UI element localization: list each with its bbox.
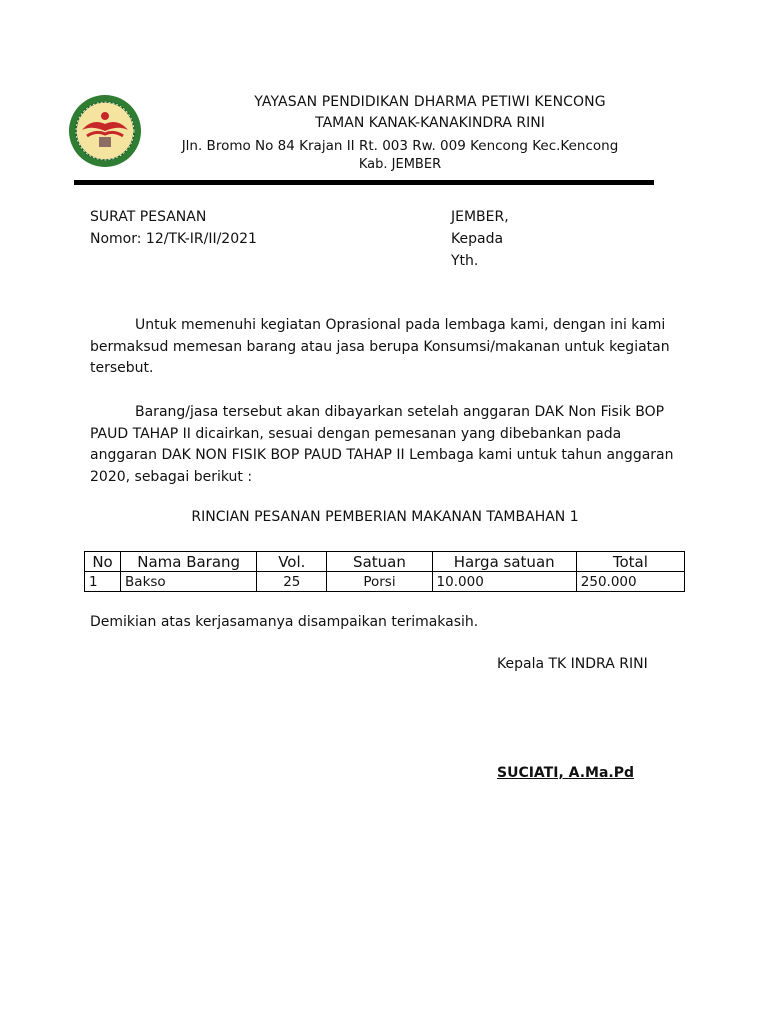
- letter-title: SURAT PESANAN: [90, 209, 207, 225]
- col-header-unit: Satuan: [327, 552, 432, 572]
- address-line-2: Kab. JEMBER: [358, 157, 442, 172]
- paragraph-1-text: Untuk memenuhi kegiatan Oprasional pada lembaga kami, dengan ini kami bermaksud memesan barang atau jasa berupa Konsumsi/makanan untuk kegiatan tersebut.: [90, 317, 670, 376]
- school-logo: [68, 94, 142, 168]
- section-title: RINCIAN PESANAN PEMBERIAN MAKANAN TAMBAHAN 1: [191, 509, 579, 525]
- col-header-no: No: [85, 552, 121, 572]
- recipient-label: Kepada: [451, 231, 504, 247]
- order-table: [84, 551, 685, 592]
- cell-name: Bakso: [121, 572, 257, 592]
- signature-position: Kepala TK INDRA RINI: [497, 656, 648, 672]
- letter-number: Nomor: 12/TK-IR/II/2021: [90, 231, 257, 247]
- signature-name: SUCIATI, A.Ma.Pd: [497, 765, 635, 781]
- table-header-row: [85, 552, 685, 572]
- col-header-total: Total: [576, 552, 684, 572]
- paragraph-2-text: Barang/jasa tersebut akan dibayarkan setelah anggaran DAK Non Fisik BOP PAUD TAHAP II dicairkan, sesuai dengan pemesanan yang dibebankan pada anggaran DAK NON FISIK BOP PAUD TAHAP II Lembaga kami untuk tahun anggaran 2020, sebagai berikut :: [90, 404, 674, 485]
- body-paragraph-1: [90, 315, 690, 380]
- col-header-unit-price: Harga satuan: [432, 552, 576, 572]
- closing-text: Demikian atas kerjasamanya disampaikan terimakasih.: [90, 614, 479, 630]
- cell-total: 250.000: [576, 572, 684, 592]
- org-name: YAYASAN PENDIDIKAN DHARMA PETIWI KENCONG: [254, 94, 606, 110]
- address-line-1: Jln. Bromo No 84 Krajan II Rt. 003 Rw. 009 Kencong Kec.Kencong: [181, 138, 619, 154]
- cell-unit: Porsi: [327, 572, 432, 592]
- cell-unit-price: 10.000: [432, 572, 576, 592]
- col-header-vol: Vol.: [257, 552, 327, 572]
- cell-vol: 25: [257, 572, 327, 592]
- col-header-name: Nama Barang: [121, 552, 257, 572]
- school-name: TAMAN KANAK-KANAKINDRA RINI: [315, 115, 545, 131]
- table-row: [85, 572, 685, 592]
- yth-label: Yth.: [451, 253, 479, 269]
- body-paragraph-2: [90, 402, 690, 488]
- letterhead-divider: [74, 180, 654, 185]
- letter-place: JEMBER,: [451, 209, 509, 225]
- cell-no: 1: [85, 572, 121, 592]
